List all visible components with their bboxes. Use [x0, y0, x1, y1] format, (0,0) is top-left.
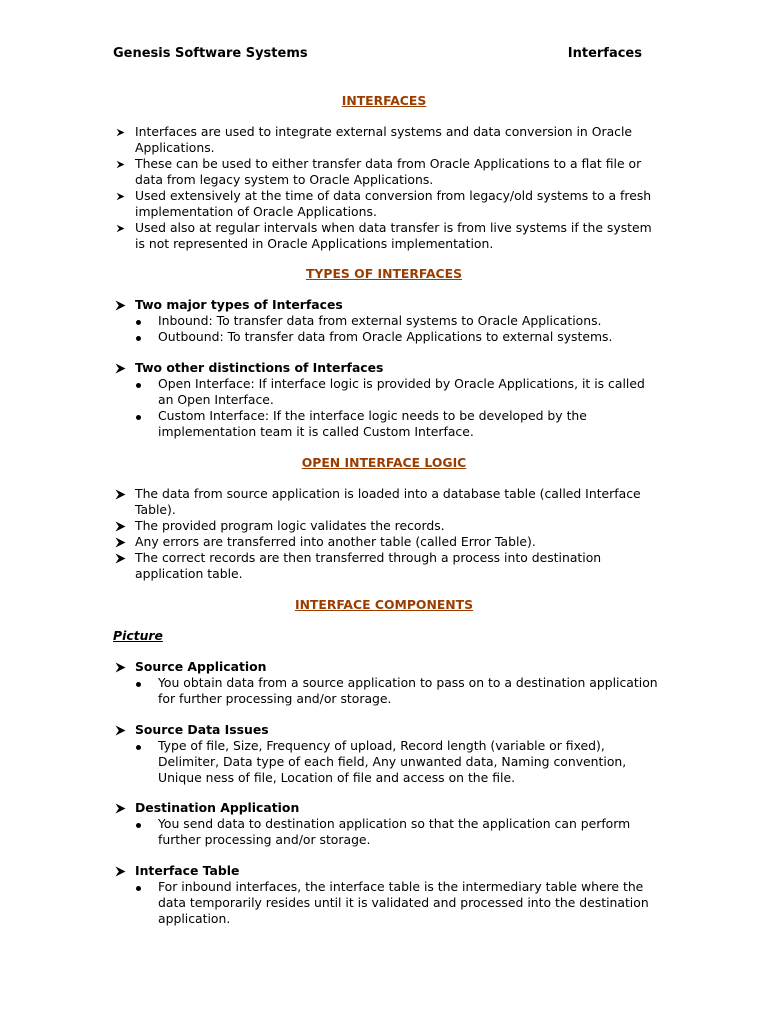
bullet-dot-icon [136, 320, 141, 325]
list-item-text: You send data to destination application so that the application can perform further processing and/or storage. [158, 816, 631, 847]
bullet-dot-icon [136, 383, 141, 388]
list-item [113, 816, 658, 848]
group-title-text: Two major types of Interfaces [135, 297, 343, 312]
small-arrow-icon [113, 156, 127, 172]
group-title [113, 863, 658, 879]
heading-types-of-interfaces: TYPES OF INTERFACES [305, 266, 463, 281]
list-item [113, 534, 658, 550]
group-title-text: Destination Application [135, 800, 300, 815]
list-item-text: The correct records are then transferred through a process into destination application table. [135, 550, 602, 581]
picture-label: Picture [113, 628, 163, 643]
list-item [113, 124, 658, 156]
list-item-text: Used extensively at the time of data conversion from legacy/old systems to a fresh implementation of Oracle Applications. [135, 188, 652, 219]
bullet-dot-icon [136, 886, 141, 891]
group-title [113, 659, 658, 675]
list-item [113, 738, 658, 786]
list-item [113, 188, 658, 220]
list-item-text: Inbound: To transfer data from external systems to Oracle Applications. [158, 313, 602, 328]
list-item [113, 518, 658, 534]
list-item-text: The provided program logic validates the records. [135, 518, 445, 533]
list-item [113, 675, 658, 707]
types-group-distinctions [113, 360, 658, 440]
list-item-text: Used also at regular intervals when data transfer is from live systems if the system is not represented in Oracle Applications implementation. [135, 220, 652, 251]
bullet-dot-icon [136, 336, 141, 341]
group-title [113, 800, 658, 816]
list-item-text: For inbound interfaces, the interface table is the intermediary table where the data temporarily resides until it is validated and processed into the destination application. [158, 879, 649, 926]
header-company: Genesis Software Systems [113, 46, 308, 61]
small-arrow-icon [113, 188, 127, 204]
header-section: Interfaces [567, 46, 642, 61]
list-item [113, 550, 658, 582]
list-item-text: Open Interface: If interface logic is provided by Oracle Applications, it is called an Open Interface. [158, 376, 645, 407]
list-item [113, 329, 658, 345]
group-title-text: Source Application [135, 659, 267, 674]
list-item-text: Any errors are transferred into another table (called Error Table). [135, 534, 536, 549]
list-item-text: The data from source application is loaded into a database table (called Interface Table). [135, 486, 641, 517]
group-title-text: Two other distinctions of Interfaces [135, 360, 384, 375]
arrow-icon [113, 800, 127, 816]
bullet-dot-icon [136, 415, 141, 420]
list-item-text: Custom Interface: If the interface logic needs to be developed by the implementation team it is called Custom Interface. [158, 408, 587, 439]
list-item-text: Type of file, Size, Frequency of upload, Record length (variable or fixed), Delimiter, Data type of each field, Any unwanted data, Naming convention, Unique ness of file, Location of file and access on the file. [158, 738, 627, 785]
arrow-icon [113, 722, 127, 738]
open-logic-list [113, 486, 658, 582]
small-arrow-icon [113, 124, 127, 140]
interfaces-list [113, 124, 658, 252]
heading-interface-components: INTERFACE COMPONENTS [294, 597, 474, 612]
components-group-destination-application [113, 800, 658, 848]
group-title-text: Source Data Issues [135, 722, 269, 737]
bullet-dot-icon [136, 745, 141, 750]
list-item-text: Outbound: To transfer data from Oracle Applications to external systems. [158, 329, 613, 344]
heading-interfaces: INTERFACES [341, 93, 427, 108]
list-item [113, 156, 658, 188]
list-item [113, 220, 658, 252]
arrow-icon [113, 297, 127, 313]
heading-open-interface-logic: OPEN INTERFACE LOGIC [301, 455, 467, 470]
list-item [113, 408, 658, 440]
bullet-dot-icon [136, 682, 141, 687]
list-item-text: Interfaces are used to integrate external systems and data conversion in Oracle Applications. [135, 124, 633, 155]
list-item [113, 486, 658, 518]
list-item-text: These can be used to either transfer data from Oracle Applications to a flat file or data from legacy system to Oracle Applications. [135, 156, 642, 187]
arrow-icon [113, 534, 127, 550]
group-title [113, 297, 658, 313]
components-group-interface-table [113, 863, 658, 927]
arrow-icon [113, 486, 127, 502]
bullet-dot-icon [136, 823, 141, 828]
arrow-icon [113, 550, 127, 566]
group-title [113, 360, 658, 376]
arrow-icon [113, 659, 127, 675]
list-item [113, 376, 658, 408]
group-title-text: Interface Table [135, 863, 240, 878]
components-group-source-data-issues [113, 722, 658, 786]
list-item-text: You obtain data from a source application to pass on to a destination application for further processing and/or storage. [158, 675, 658, 706]
group-title [113, 722, 658, 738]
arrow-icon [113, 360, 127, 376]
components-group-source-application [113, 659, 658, 707]
list-item [113, 879, 658, 927]
arrow-icon [113, 518, 127, 534]
list-item [113, 313, 658, 329]
arrow-icon [113, 863, 127, 879]
small-arrow-icon [113, 220, 127, 236]
types-group-major [113, 297, 658, 345]
